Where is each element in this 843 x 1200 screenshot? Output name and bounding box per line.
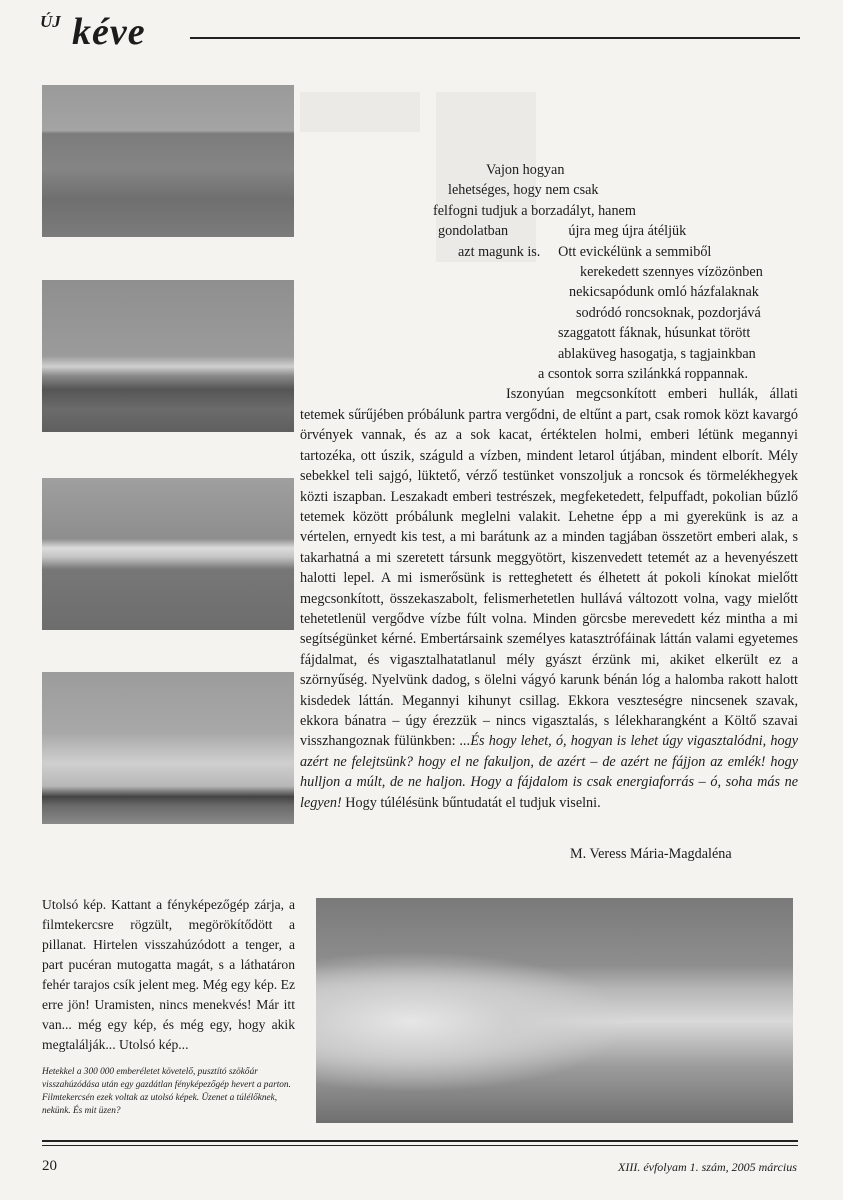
header-rule <box>190 37 800 39</box>
magazine-logo: kéve <box>72 11 146 53</box>
logo-prefix: ÚJ <box>40 12 61 31</box>
article-body <box>300 160 798 813</box>
poem-line: nekicsapódunk omló házfalaknak <box>569 284 759 301</box>
poem-line: szaggatott fáknak, húsunkat törött <box>558 325 751 342</box>
poem-line: lehetséges, hogy nem csak <box>448 182 599 199</box>
poem-line: felfogni tudjuk a borzadályt, hanem <box>433 202 636 219</box>
beach-photo-4 <box>42 672 294 824</box>
poem-line: Vajon hogyan <box>486 162 565 178</box>
issue-info: XIII. évfolyam 1. szám, 2005 március <box>618 1160 797 1174</box>
footer-rule <box>42 1140 798 1142</box>
photo-caption: Utolsó kép. Kattant a fényképezőgép zárja, a filmtekercsre rögzült, megörökítődött a pillanat. Hirtelen visszahúzódott a tenger, a part pucéran mutogatta magát, s a láthatáron fehér tarajos csík jelent meg. Még egy kép. Ez erre jön! Uramisten, nincs menekvés! Már itt van... még egy kép, és még egy, hogy akik megtalálják... Utolsó kép... <box>42 897 295 1052</box>
poem-line: ablaküveg hasogatja, s tagjainkban <box>558 345 756 362</box>
poem-line: a csontok sorra szilánkká roppannak. <box>538 366 748 383</box>
bleed-through-area <box>300 92 420 132</box>
article-paragraph <box>300 384 798 813</box>
beach-photo-1 <box>42 85 294 237</box>
poem-line: sodródó roncsoknak, pozdorjává <box>576 304 761 321</box>
poem-line: azt magunk is. Ott evickélünk a semmiből <box>458 243 712 260</box>
page-number: 20 <box>42 1158 57 1174</box>
beach-photo-3 <box>42 478 294 630</box>
body-text: Iszonyúan megcsonkított emberi hullák, állati tetemek sűrűjében próbálunk partra vergődni, de eltűnt a part, csak romok közt kavargó örvények vannak, és az a sok kacat, értéktelen holmi, emberi létünk megannyi tartozéka, ott úszik, száguld a vízben, mindent letarol útjában, mindent elborít. Mély sebekkel teli sajgó, lüktető, vérző testünket vonszoljuk a roncsok és törmelékhegyek közti iszapban. Leszakadt emberi testrészek, megfeketedett, felpuffadt, pokolian bűzlő tetemek között próbálunk meglelni valakit. Lehetne épp a mi gyerekünk is az a vértelen, ernyedt kis test, a mi barátunk az a minden tagjában összetört emberi alak, s takarhatná a mi szeretett társunk meggyötört, kiszenvedett tetemét az a hevenyészett halotti lepel. A mi ismerősünk is retteghetett és élhetett át pokoli kínokat mielőtt megcsonkított, összekaszabolt, felismerhetetlen hullává változott volna, vagy mielőtt tehetetlenül vergődve vízbe fúlt volna. Minden görcsbe merevedett kéz mintha a mi segítségünket kérné. Embertársaink személyes katasztrófáinak láttán valami egyetemes fájdalmat, és vigasztalhatatlanul mély gyászt érzünk mi, akiket elkerült ez a szörnyűség. Nyelvünk dadog, s ölelni vágyó karunk bénán lóg a halomba rakott halott kisdedek láttán. Megannyi kihunyt csillag. Ekkora veszteségre nincsenek szavak, ekkora bánatra – úgy érezzük – nincs vigasztalás, s lélekharangként a Költő szavai visszhangoznak fülünkben: <box>300 386 798 750</box>
beach-photo-2 <box>42 280 294 432</box>
poet-quote: ...És hogy lehet, ó, hogyan is lehet úgy vigasztalódni, hogy azért ne felejtsünk? hogy el ne fakuljon, de azért – de azért ne fájjon az emlék! hogy hulljon a múlt, de ne haljon. Hogy a fájdalom is csak energiaforrás – ó, soha más ne legyen! <box>300 733 799 811</box>
poem-line: gondolatban újra meg újra átéljük <box>438 223 687 240</box>
wave-photo <box>316 898 793 1123</box>
footer-rule-thin <box>42 1145 798 1146</box>
author-signature: M. Veress Mária-Magdaléna <box>570 846 732 862</box>
body-text-end: Hogy túlélésünk bűntudatát el tudjuk viselni. <box>341 794 601 811</box>
poem-line: kerekedett szennyes vízözönben <box>580 264 763 281</box>
photo-note: Hetekkel a 300 000 emberéletet követelő, pusztító szökőár visszahúzódása után egy gazdátlan fényképezőgép hevert a parton. Filmtekercsén ezek voltak az utolsó képek. Üzenet a túlélőknek, nekünk. És mit üzen? <box>42 1067 291 1116</box>
